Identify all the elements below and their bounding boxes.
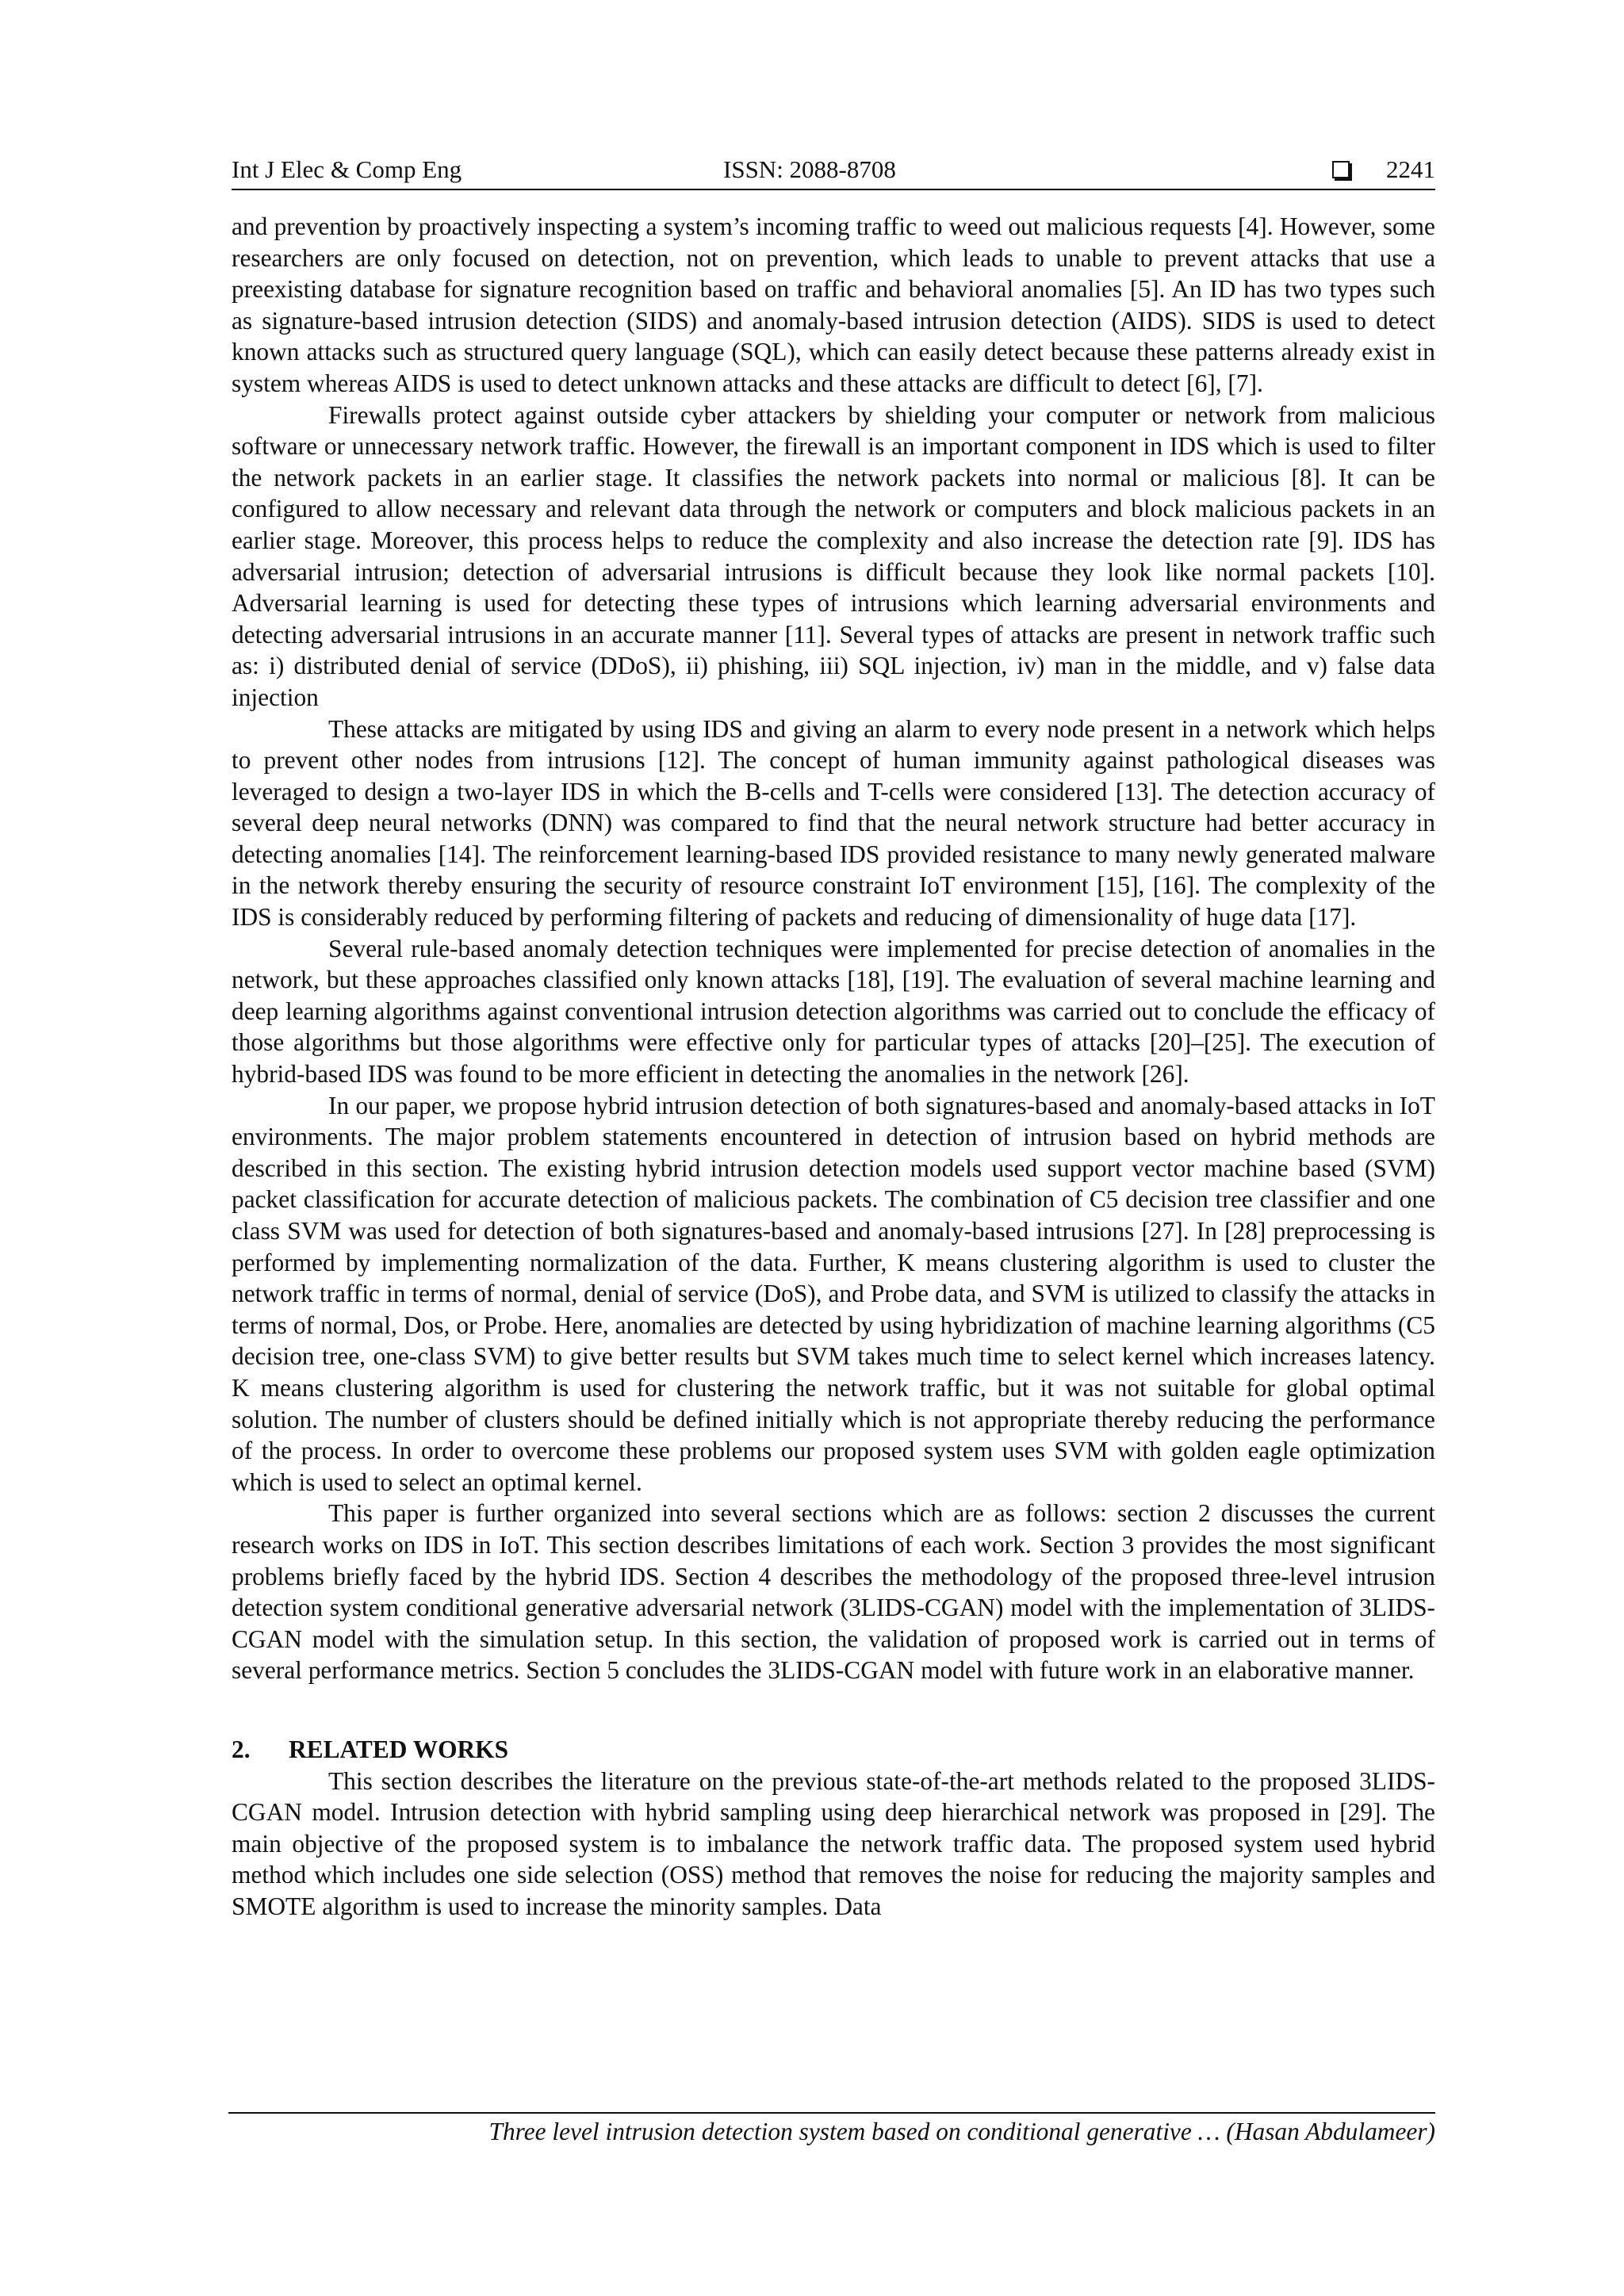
page-number: 2241 bbox=[1386, 155, 1435, 183]
footer-running-title: Three level intrusion detection system based on conditional generative … (Hasan Abdulameer) bbox=[488, 2118, 1435, 2145]
section-number: 2. bbox=[232, 1735, 251, 1763]
checkbox-square-icon bbox=[1332, 161, 1350, 178]
paragraph-2: Firewalls protect against outside cyber attackers by shielding your computer or network from malicious software or unnecessary network traffic. However, the firewall is an important component in IDS which is used to filter the network packets in an earlier stage. It classifies the network packets into normal or malicious [8]. It can be configured to allow necessary and relevant data through the network or computers and block malicious packets in an earlier stage. Moreover, this process helps to reduce the complexity and also increase the detection rate [9]. IDS has adversarial intrusion; detection of adversarial intrusions is difficult because they look like normal packets [10]. Adversarial learning is used for detecting these types of intrusions which learning adversarial environments and detecting adversarial intrusions in an accurate manner [11]. Several types of attacks are present in network traffic such as: i) distributed denial of service (DDoS), ii) phishing, iii) SQL injection, iv) man in the middle, and v) false data injection bbox=[232, 400, 1435, 711]
running-header bbox=[232, 151, 1435, 190]
paragraph-6: This paper is further organized into several sections which are as follows: section 2 discusses the current research works on IDS in IoT. This section describes limitations of each work. Section 3 provides the most significant problems briefly faced by the hybrid IDS. Section 4 describes the methodology of the proposed three-level intrusion detection system conditional generative adversarial network (3LIDS-CGAN) model with the implementation of 3LIDS-CGAN model with the simulation setup. In this section, the validation of proposed work is carried out in terms of several performance metrics. Section 5 concludes the 3LIDS-CGAN model with future work in an elaborative manner. bbox=[232, 1499, 1435, 1685]
body-text bbox=[232, 211, 1435, 1686]
page-number-group bbox=[1332, 151, 1435, 189]
paragraph-4: Several rule-based anomaly detection techniques were implemented for precise detection of anomalies in the network, but these approaches classified only known attacks [18], [19]. The evaluation of several machine learning and deep learning algorithms against conventional intrusion detection algorithms was carried out to conclude the efficacy of those algorithms but those algorithms were effective only for particular types of attacks [20]–[25]. The execution of hybrid-based IDS was found to be more efficient in detecting the anomalies in the network [26]. bbox=[232, 934, 1435, 1089]
section-title: RELATED WORKS bbox=[289, 1735, 509, 1763]
section-heading bbox=[232, 1734, 1435, 1766]
section-body bbox=[232, 1766, 1435, 1923]
paragraph-3: These attacks are mitigated by using IDS and giving an alarm to every node present in a network which helps to prevent other nodes from intrusions [12]. The concept of human immunity against pathological diseases was leveraged to design a two-layer IDS in which the B-cells and T-cells were considered [13]. The detection accuracy of several deep neural networks (DNN) was compared to find that the neural network structure had better accuracy in detecting anomalies [14]. The reinforcement learning-based IDS provided resistance to many newly generated malware in the network thereby ensuring the security of resource constraint IoT environment [15], [16]. The complexity of the IDS is considerably reduced by performing filtering of packets and reducing of dimensionality of huge data [17]. bbox=[232, 714, 1435, 932]
issn: ISSN: 2088-8708 bbox=[723, 155, 896, 183]
page bbox=[232, 151, 1435, 1922]
section-paragraph-1: This section describes the literature on the previous state-of-the-art methods related to the proposed 3LIDS-CGAN model. Intrusion detection with hybrid sampling using deep hierarchical network was proposed in [29]. The main objective of the proposed system is to imbalance the network traffic data. The proposed system used hybrid method which includes one side selection (OSS) method that removes the noise for reducing the majority samples and SMOTE algorithm is used to increase the minority samples. Data bbox=[232, 1766, 1435, 1920]
running-footer bbox=[228, 2112, 1435, 2149]
paragraph-5: In our paper, we propose hybrid intrusion detection of both signatures-based and anomaly-based attacks in IoT environments. The major problem statements encountered in detection of intrusion based on hybrid methods are described in this section. The existing hybrid intrusion detection models used support vector machine based (SVM) packet classification for accurate detection of malicious packets. The combination of C5 decision tree classifier and one class SVM was used for detection of both signatures-based and anomaly-based intrusions [27]. In [28] preprocessing is performed by implementing normalization of the data. Further, K means clustering algorithm is used to cluster the network traffic in terms of normal, denial of service (DoS), and Probe data, and SVM is utilized to classify the attacks in terms of normal, Dos, or Probe. Here, anomalies are detected by using hybridization of machine learning algorithms (C5 decision tree, one-class SVM) to give better results but SVM takes much time to select kernel which increases latency. K means clustering algorithm is used for clustering the network traffic, but it was not suitable for global optimal solution. The number of clusters should be defined initially which is not appropriate thereby reducing the performance of the process. In order to overcome these problems our proposed system uses SVM with golden eagle optimization which is used to select an optimal kernel. bbox=[232, 1091, 1435, 1496]
journal-name: Int J Elec & Comp Eng bbox=[232, 155, 462, 183]
paragraph-1: and prevention by proactively inspecting a system’s incoming traffic to weed out malicious requests [4]. However, some researchers are only focused on detection, not on prevention, which leads to unable to prevent attacks that use a preexisting database for signature recognition based on traffic and behavioral anomalies [5]. An ID has two types such as signature-based intrusion detection (SIDS) and anomaly-based intrusion detection (AIDS). SIDS is used to detect known attacks such as structured query language (SQL), which can easily detect because these patterns already exist in system whereas AIDS is used to detect unknown attacks and these attacks are difficult to detect [6], [7]. bbox=[232, 212, 1435, 397]
